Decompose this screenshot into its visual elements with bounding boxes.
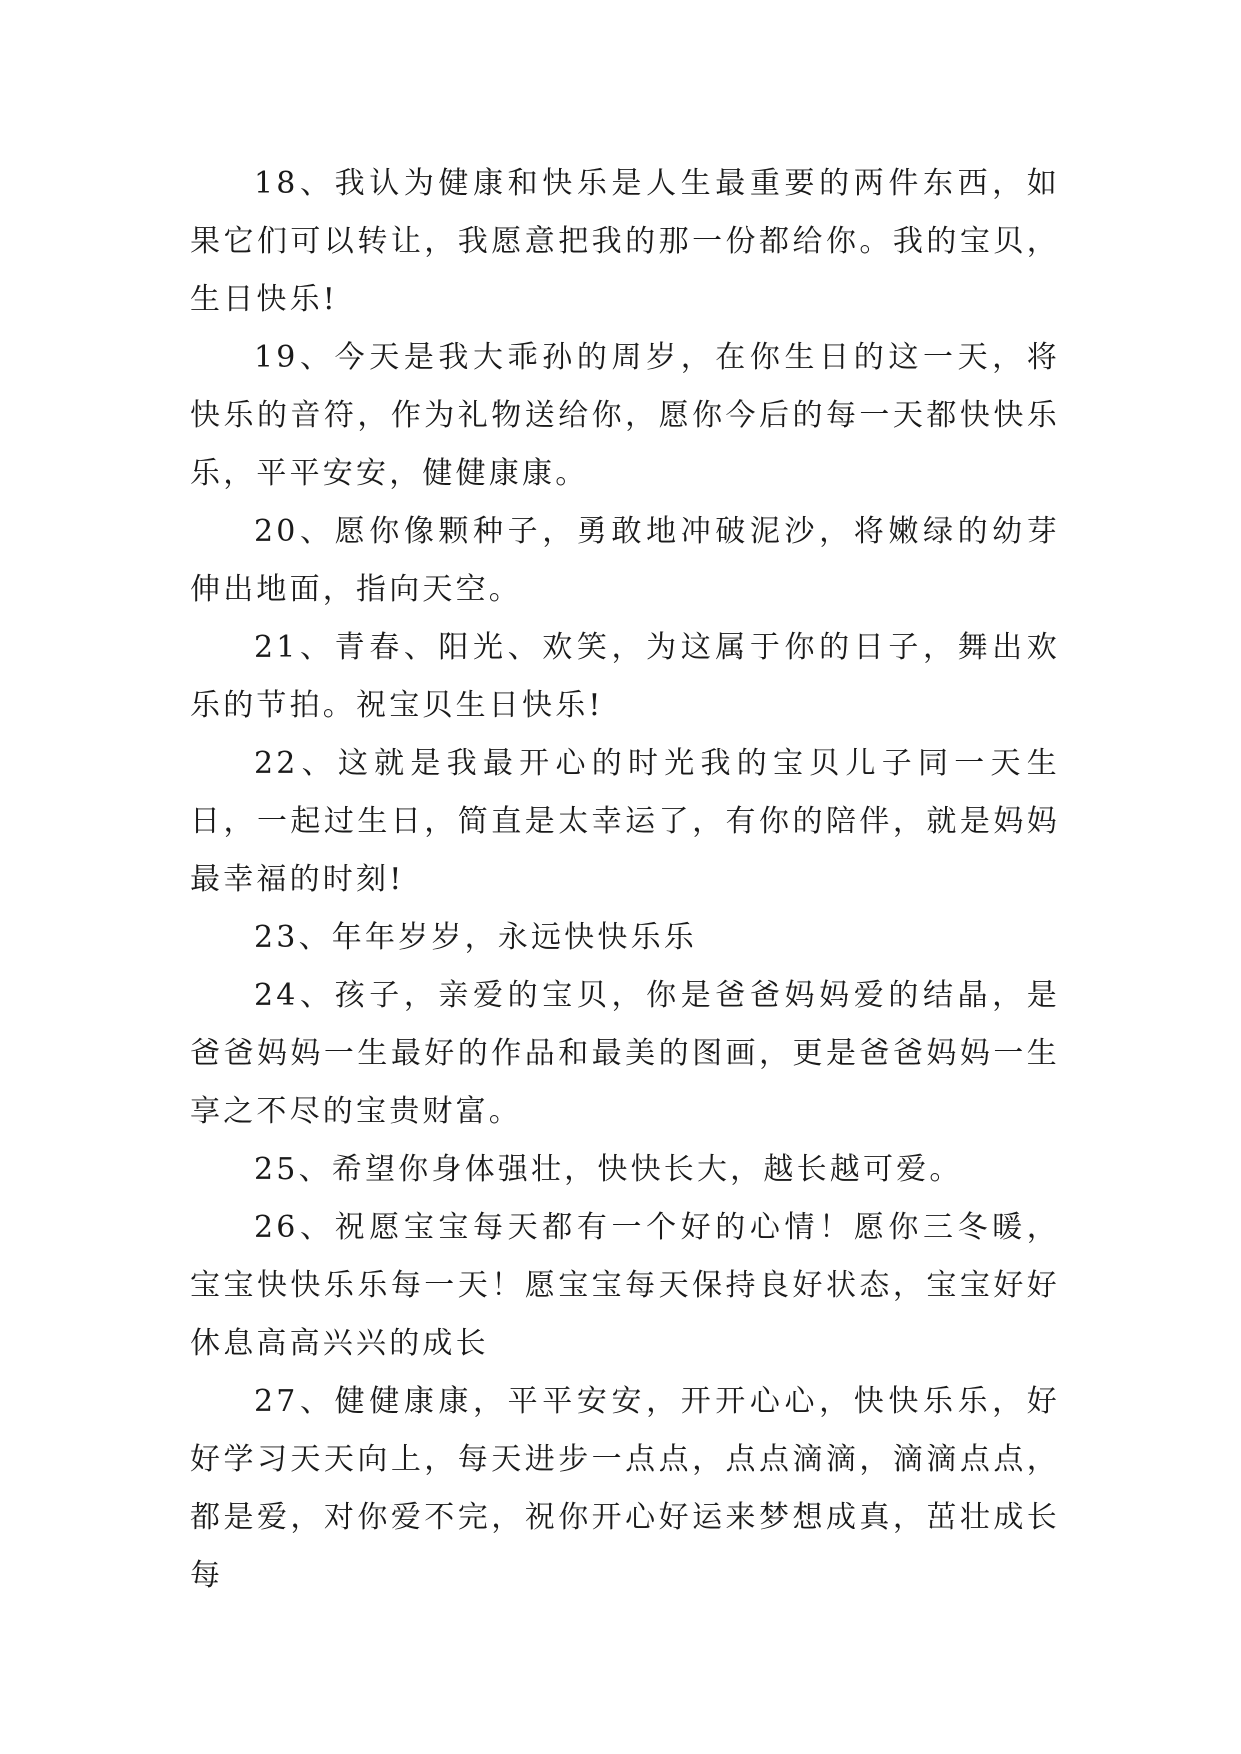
- paragraph-24: 24、孩子，亲爱的宝贝，你是爸爸妈妈爱的结晶，是爸爸妈妈一生最好的作品和最美的图画，更是爸爸妈妈一生享之不尽的宝贵财富。: [190, 978, 1060, 1129]
- document-page: [190, 155, 1060, 1605]
- paragraph-18: 18、我认为健康和快乐是人生最重要的两件东西，如果它们可以转让，我愿意把我的那一份都给你。我的宝贝，生日快乐!: [190, 166, 1060, 317]
- paragraph-19: 19、今天是我大乖孙的周岁，在你生日的这一天，将快乐的音符，作为礼物送给你，愿你今后的每一天都快快乐乐，平平安安，健健康康。: [190, 340, 1060, 491]
- paragraph-26: 26、祝愿宝宝每天都有一个好的心情！愿你三冬暖，宝宝快快乐乐每一天！愿宝宝每天保持良好状态，宝宝好好休息高高兴兴的成长: [190, 1210, 1060, 1361]
- paragraph-21: 21、青春、阳光、欢笑，为这属于你的日子，舞出欢乐的节拍。祝宝贝生日快乐!: [190, 630, 1060, 723]
- paragraph-27: 27、健健康康，平平安安，开开心心，快快乐乐，好好学习天天向上，每天进步一点点，点点滴滴，滴滴点点，都是爱，对你爱不完，祝你开心好运来梦想成真，茁壮成长每: [190, 1384, 1060, 1593]
- paragraph-25: 25、希望你身体强壮，快快长大，越长越可爱。: [254, 1152, 963, 1187]
- paragraph-23: 23、年年岁岁，永远快快乐乐: [254, 920, 697, 955]
- paragraph-22: 22、这就是我最开心的时光我的宝贝儿子同一天生日，一起过生日，简直是太幸运了，有你的陪伴，就是妈妈最幸福的时刻!: [190, 746, 1060, 897]
- paragraph-20: 20、愿你像颗种子，勇敢地冲破泥沙，将嫩绿的幼芽伸出地面，指向天空。: [190, 514, 1060, 607]
